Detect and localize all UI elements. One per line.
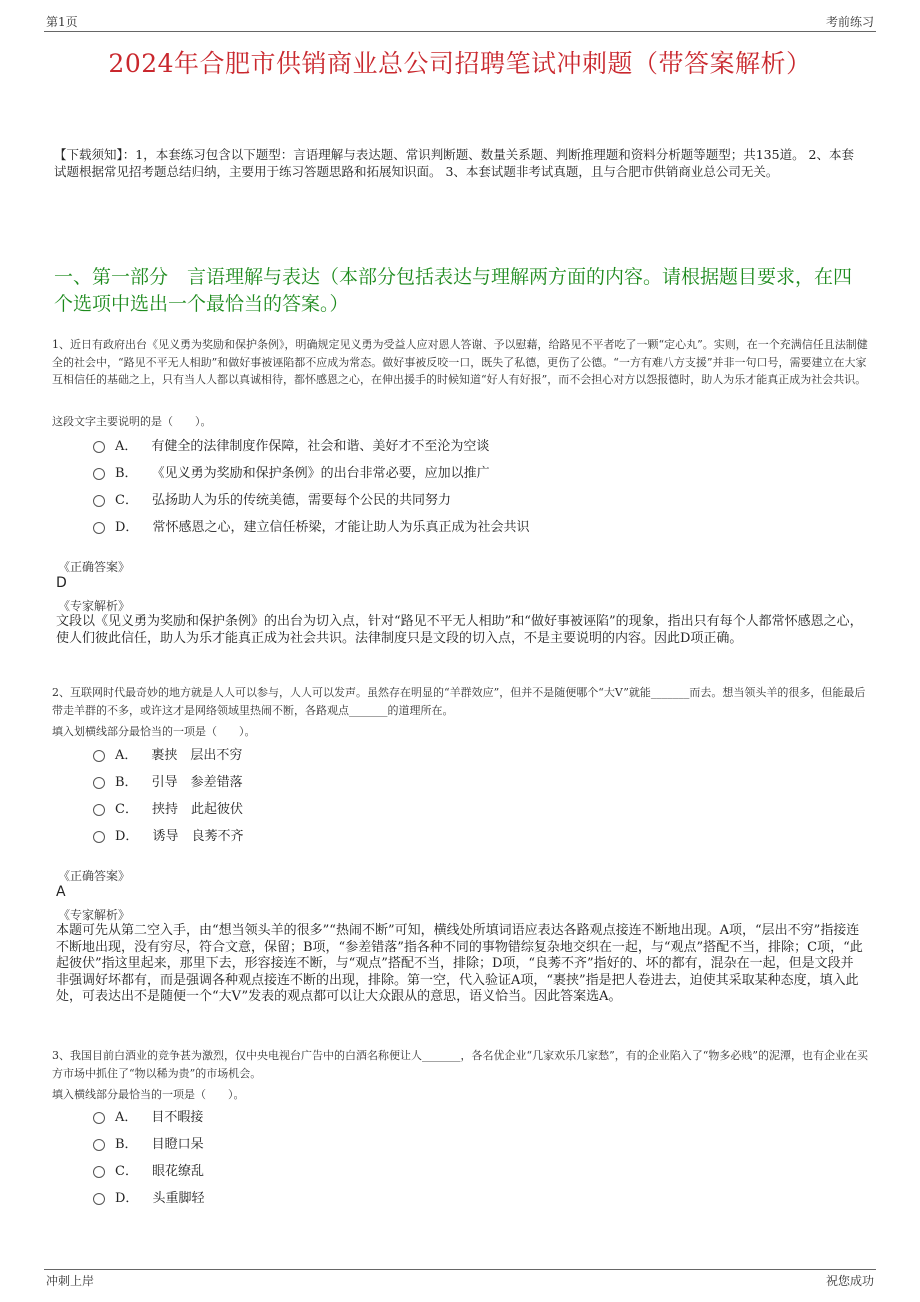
option-text: 挟持 此起彼伏 bbox=[151, 801, 243, 817]
correct-answer-label: 《正确答案》 bbox=[58, 560, 131, 574]
option-letter: A． bbox=[115, 438, 138, 454]
option-text: 裹挟 层出不穷 bbox=[151, 747, 243, 763]
option-letter: C． bbox=[115, 801, 138, 817]
option-text: 引导 参差错落 bbox=[151, 774, 243, 790]
download-notice: 【下载须知】：1，本套练习包含以下题型：言语理解与表达题、常识判断题、数量关系题、判断推理题和资料分析题等题型；共135道。 2、本套试题根据常见招考题总结归纳，主要用于练习答题思路和拓展知识面。 3、本套试题非考试真题，且与合肥市供销商业总公司无关。 bbox=[54, 147, 854, 179]
option-letter: C． bbox=[115, 1163, 138, 1179]
question-2-explanation: 本题可先从第二空入手，由“想当领头羊的很多”“热闹不断”可知，横线处所填词语应表达各路观点接连不断地出现。A项，“层出不穷”指接连不断地出现，没有穷尽，符合文意，保留；B项，“参差错落”指各种不同的事物错综复杂地交织在一起，与“观点”搭配不当，排除；C项，“此起彼伏”指这里起来，那里下去，形容接连不断，与“观点”搭配不当，排除；D项，“良莠不齐”指好的、坏的都有，混杂在一起，但是文段并非强调好坏都有，而是强调各种观点接连不断的出现，排除。第一空，代入验证A项，“裹挟”指是把人卷进去，迫使其采取某种态度，填入此处，可表达出不是随便一个“大V”发表的观点都可以让大众跟从的意思，语义恰当。因此答案选A。 bbox=[56, 923, 863, 1004]
question-2-option-a[interactable] bbox=[93, 743, 242, 763]
question-1-answer: D bbox=[56, 575, 67, 591]
option-text: 头重脚轻 bbox=[152, 1190, 205, 1206]
option-text: 目瞪口呆 bbox=[151, 1136, 204, 1152]
option-letter: A． bbox=[115, 1109, 138, 1125]
option-letter: D． bbox=[115, 519, 139, 535]
question-1-option-b[interactable] bbox=[93, 461, 490, 481]
question-3-option-a[interactable] bbox=[93, 1105, 203, 1125]
option-text: 《见义勇为奖励和保护条例》的出台非常必要，应加以推广 bbox=[151, 465, 490, 481]
option-letter: D． bbox=[115, 1190, 139, 1206]
option-letter: C． bbox=[115, 492, 138, 508]
question-3-option-b[interactable] bbox=[93, 1132, 204, 1152]
question-1-option-a[interactable] bbox=[93, 434, 489, 454]
correct-answer-label: 《正确答案》 bbox=[58, 869, 131, 883]
expert-analysis-label: 《专家解析》 bbox=[58, 908, 131, 922]
option-text: 有健全的法律制度作保障，社会和谐、美好才不至沦为空谈 bbox=[151, 438, 490, 454]
radio-icon[interactable] bbox=[93, 1166, 105, 1178]
footer-divider bbox=[44, 1269, 876, 1270]
question-2-option-c[interactable] bbox=[93, 797, 243, 817]
section-heading: 一、第一部分 言语理解与表达（本部分包括表达与理解两方面的内容。请根据题目要求，在四个选项中选出一个最恰当的答案。） bbox=[54, 266, 853, 315]
option-letter: B． bbox=[115, 1136, 138, 1152]
question-2-stem: 2、互联网时代最奇妙的地方就是人人可以参与，人人可以发声。虽然存在明显的“羊群效应”，但并不是随便哪个“大V”就能_______而去。想当领头羊的很多，但能最后带走羊群的不多，或许这才是网络领域里热闹不断，各路观点_______的道理所在。 bbox=[52, 686, 866, 717]
question-3-stem: 3、我国目前白酒业的竞争甚为激烈，仅中央电视台广告中的白酒名称便让人_______，各名优企业“几家欢乐几家愁”，有的企业陷入了“物多必贱”的泥潭，也有企业在买方市场中抓住了“物以稀为贵”的市场机会。 bbox=[52, 1049, 868, 1080]
footer-left-text: 冲刺上岸 bbox=[46, 1274, 95, 1288]
question-1-prompt: 这段文字主要说明的是（ ）。 bbox=[52, 415, 212, 428]
header-divider bbox=[44, 31, 876, 32]
question-2-prompt: 填入划横线部分最恰当的一项是（ ）。 bbox=[52, 725, 256, 738]
question-3-option-d[interactable] bbox=[93, 1186, 204, 1206]
question-3-prompt: 填入横线部分最恰当的一项是（ ）。 bbox=[52, 1088, 245, 1101]
radio-icon[interactable] bbox=[93, 441, 105, 453]
radio-icon[interactable] bbox=[93, 522, 105, 534]
option-text: 诱导 良莠不齐 bbox=[152, 828, 244, 844]
footer-right-text: 祝您成功 bbox=[825, 1274, 874, 1288]
option-letter: A． bbox=[115, 747, 138, 763]
question-1-explanation: 文段以《见义勇为奖励和保护条例》的出台为切入点，针对“路见不平无人相助”和“做好事被诬陷”的现象，指出只有每个人都常怀感恩之心，使人们彼此信任，助人为乐才能真正成为社会共识。法律制度只是文段的切入点，不是主要说明的内容。因此D项正确。 bbox=[56, 614, 863, 646]
option-text: 弘扬助人为乐的传统美德，需要每个公民的共同努力 bbox=[151, 492, 451, 508]
expert-analysis-label: 《专家解析》 bbox=[58, 599, 131, 613]
radio-icon[interactable] bbox=[93, 1112, 105, 1124]
radio-icon[interactable] bbox=[93, 750, 105, 762]
question-2-option-b[interactable] bbox=[93, 770, 243, 790]
radio-icon[interactable] bbox=[93, 831, 105, 843]
radio-icon[interactable] bbox=[93, 495, 105, 507]
page-number: 第1页 bbox=[46, 15, 78, 29]
radio-icon[interactable] bbox=[93, 1139, 105, 1151]
option-letter: D． bbox=[115, 828, 139, 844]
header-label: 考前练习 bbox=[825, 15, 874, 29]
option-letter: B． bbox=[115, 465, 138, 481]
option-text: 常怀感恩之心，建立信任桥梁，才能让助人为乐真正成为社会共识 bbox=[152, 519, 530, 535]
radio-icon[interactable] bbox=[93, 777, 105, 789]
option-text: 目不暇接 bbox=[151, 1109, 204, 1125]
radio-icon[interactable] bbox=[93, 804, 105, 816]
option-text: 眼花缭乱 bbox=[151, 1163, 204, 1179]
radio-icon[interactable] bbox=[93, 1193, 105, 1205]
question-3-option-c[interactable] bbox=[93, 1159, 204, 1179]
question-1-stem: 1、近日有政府出台《见义勇为奖励和保护条例》，明确规定见义勇为受益人应对恩人答谢、予以慰藉，给路见不平者吃了一颗“定心丸”。实则，在一个充满信任且法制健全的社会中，“路见不平无人相助”和做好事被诬陷都不应成为常态。做好事被反咬一口，既失了私德，更伤了公德。“一方有难八方支援”并非一句口号，需要建立在大家互相信任的基础之上，只有当人人都以真诚相待，都怀感恩之心，在伸出援手的时候知道“好人有好报”，而不会担心对方以怨报德时，助人为乐才能真正成为社会共识。 bbox=[52, 338, 868, 386]
question-2-option-d[interactable] bbox=[93, 824, 243, 844]
question-1-option-d[interactable] bbox=[93, 515, 529, 535]
question-1-option-c[interactable] bbox=[93, 488, 451, 508]
radio-icon[interactable] bbox=[93, 468, 105, 480]
question-2-answer: A bbox=[56, 884, 66, 900]
document-title: 2024年合肥市供销商业总公司招聘笔试冲刺题（带答案解析） bbox=[108, 49, 812, 78]
option-letter: B． bbox=[115, 774, 138, 790]
